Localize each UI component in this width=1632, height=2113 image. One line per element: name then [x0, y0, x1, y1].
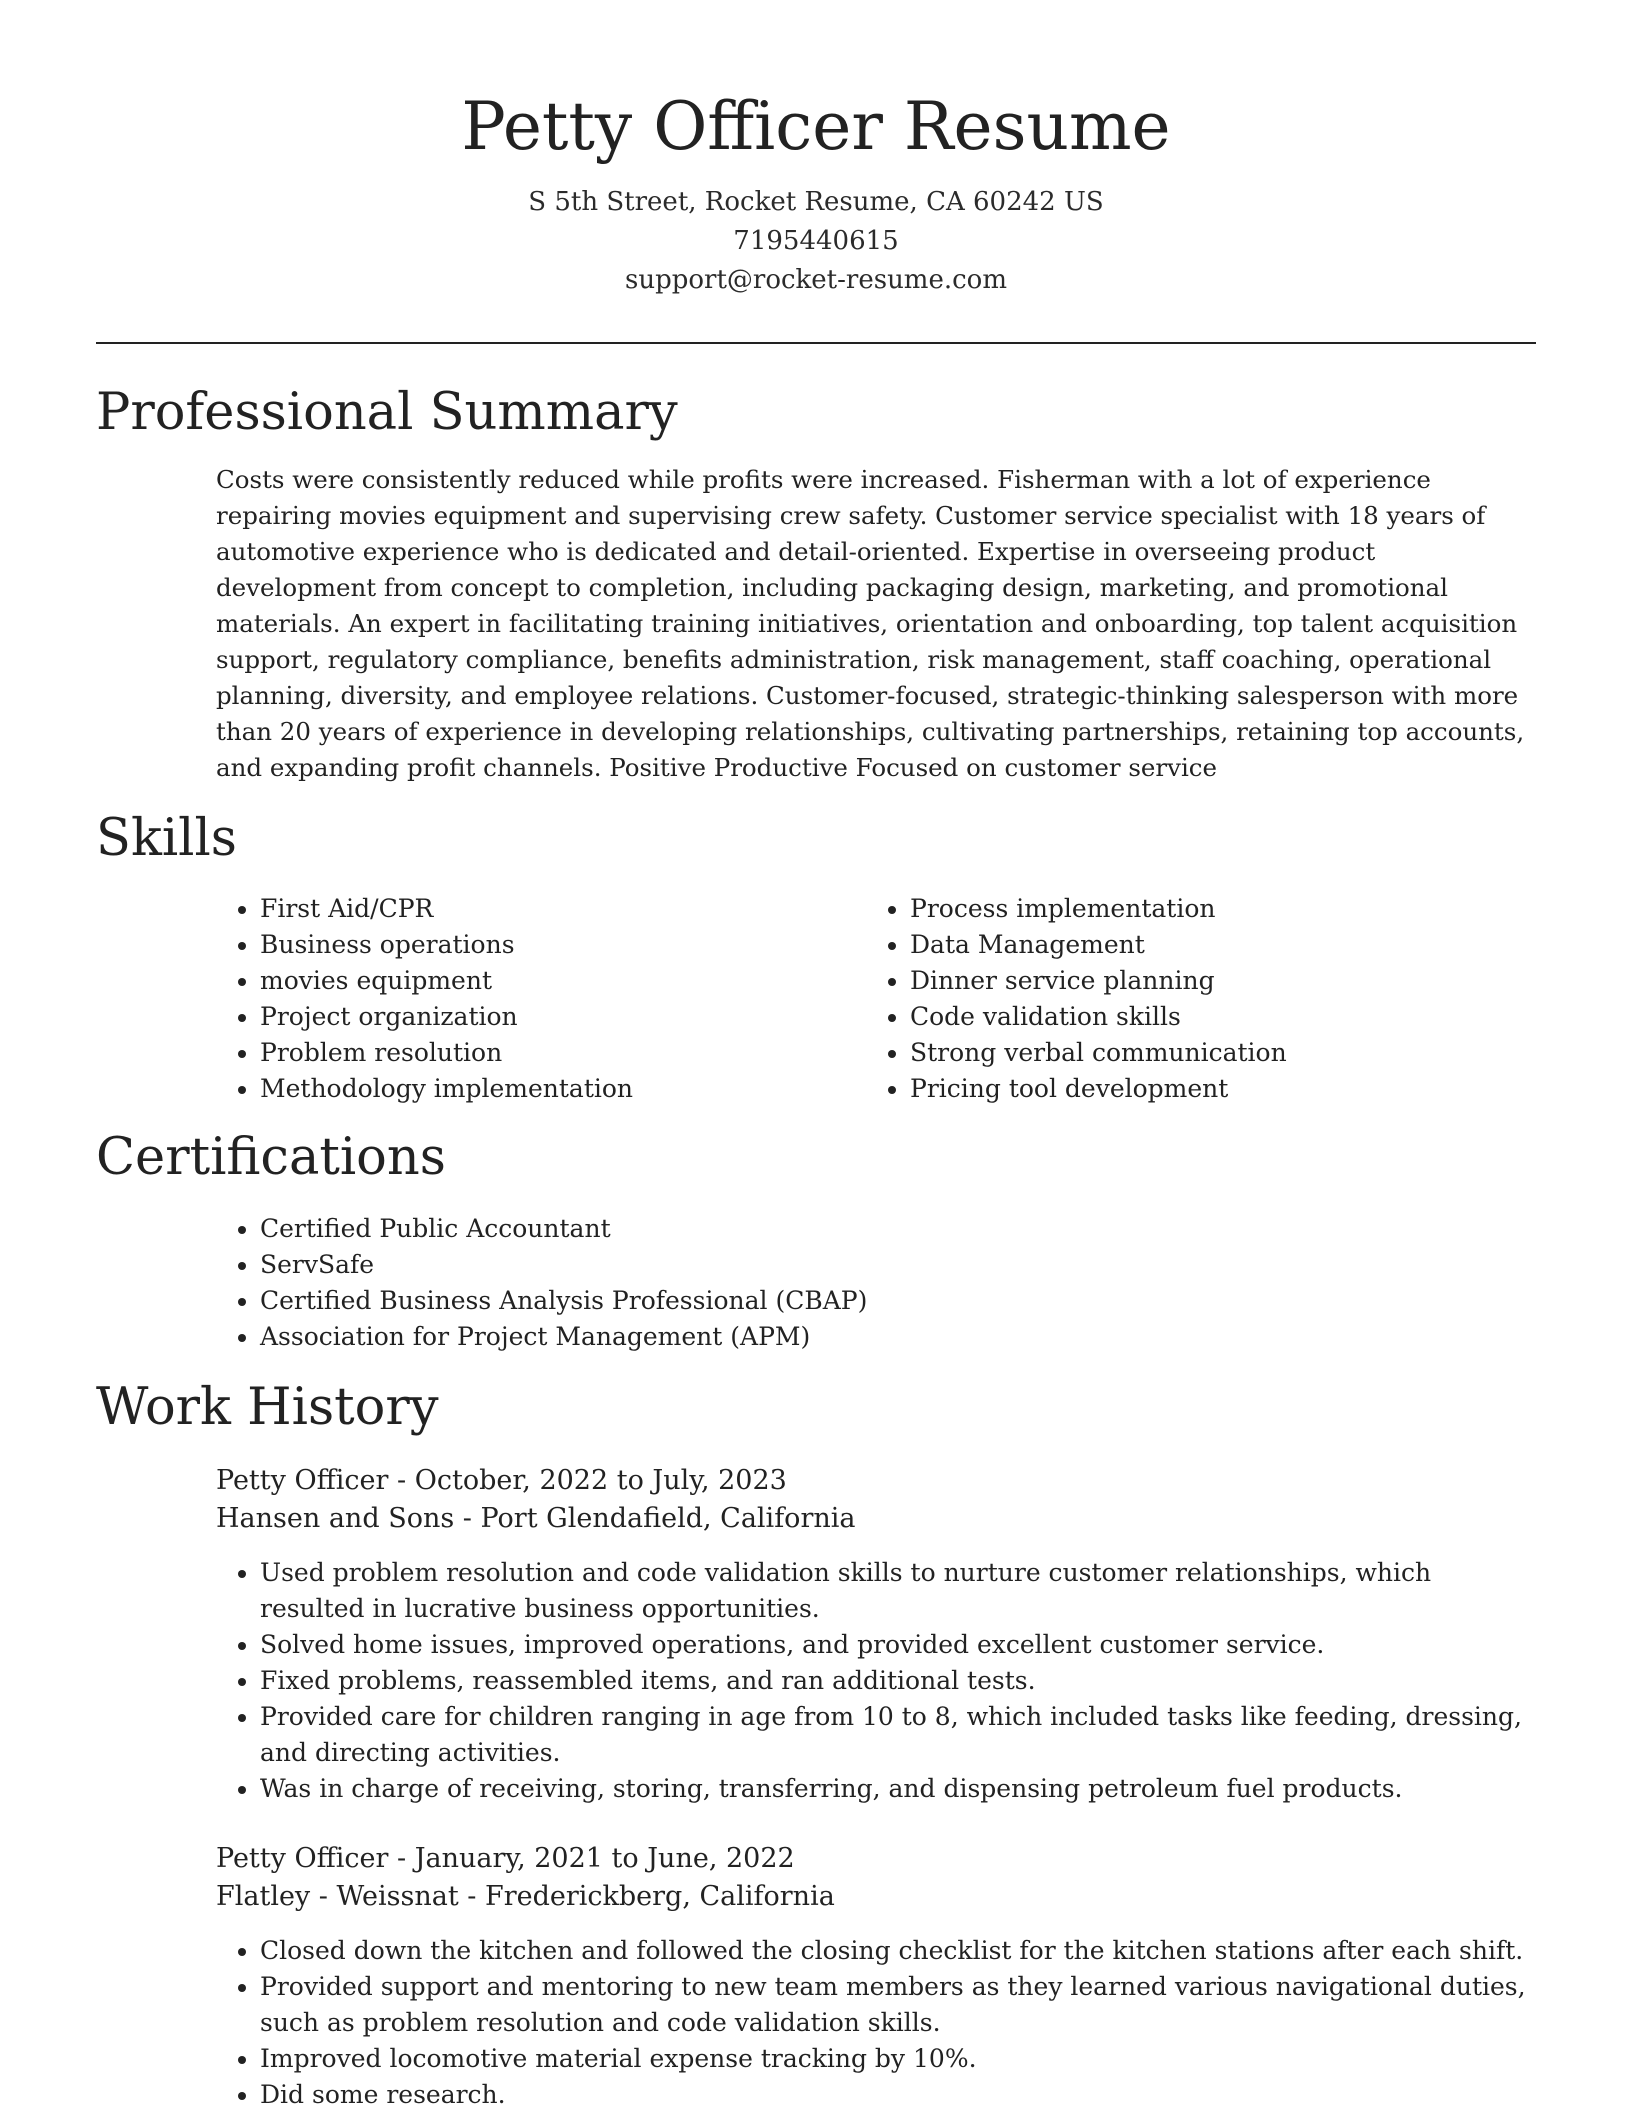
resume-header	[96, 84, 1536, 300]
resume-title: Petty Officer Resume	[461, 88, 1171, 165]
skill-item: • Project organization	[260, 999, 816, 1035]
skill-item: • First Aid/CPR	[260, 891, 816, 927]
certification-item: • ServSafe	[260, 1247, 1316, 1283]
skill-item: • Pricing tool development	[910, 1071, 1506, 1107]
skill-item: • Business operations	[260, 927, 816, 963]
skill-item: • Code validation skills	[910, 999, 1506, 1035]
certifications-heading: Certifications	[96, 1128, 446, 1187]
duty-item: • Used problem resolution and code validation skills to nurture customer relationships, which resulted in lucrative business opportunities.	[260, 1555, 1538, 1627]
job-1-header	[216, 1462, 1536, 1538]
skill-item: • Data Management	[910, 927, 1506, 963]
certification-item: • Certified Public Accountant	[260, 1211, 1316, 1247]
contact-address: S 5th Street, Rocket Resume, CA 60242 US	[528, 187, 1104, 217]
certification-item: • Association for Project Management (APM)	[260, 1319, 1316, 1355]
duty-item: • Improved locomotive material expense tracking by 10%.	[260, 2041, 1538, 2077]
skills-column-left	[216, 891, 816, 1107]
certification-item: • Certified Business Analysis Professional (CBAP)	[260, 1283, 1316, 1319]
duty-item: • Did some research.	[260, 2077, 1538, 2113]
duty-item: • Provided care for children ranging in age from 10 to 8, which included tasks like feeding, dressing, and directing activities.	[260, 1699, 1538, 1771]
summary-text: Costs were consistently reduced while profits were increased. Fisherman with a lot of experience repairing movies equipment and supervising crew safety. Customer service specialist with 18 years of automotive experience who is dedicated and detail-oriented. Expertise in overseeing product development from concept to completion, including packaging design, marketing, and promotional materials. An expert in facilitating training initiatives, orientation and onboarding, top talent acquisition support, regulatory compliance, benefits administration, risk management, staff coaching, operational planning, diversity, and employee relations. Customer-focused, strategic-thinking salesperson with more than 20 years of experience in developing relationships, cultivating partnerships, retaining top accounts, and expanding profit channels. Positive Productive Focused on customer service	[216, 465, 1525, 782]
job-2-duties	[216, 1933, 1538, 2113]
duty-item: • Fixed problems, reassembled items, and ran additional tests.	[260, 1663, 1538, 1699]
skills-heading: Skills	[96, 809, 237, 868]
job-2-header	[216, 1840, 1536, 1916]
duty-item: • Was in charge of receiving, storing, transferring, and dispensing petroleum fuel products.	[260, 1771, 1538, 1807]
skill-item: • movies equipment	[260, 963, 816, 999]
job-2-company: Flatley - Weissnat - Frederickberg, California	[216, 1881, 835, 1912]
job-2-role: Petty Officer - January, 2021 to June, 2022	[216, 1843, 795, 1874]
job-1-duties	[216, 1555, 1538, 1807]
duty-item: • Closed down the kitchen and followed the closing checklist for the kitchen stations after each shift.	[260, 1933, 1538, 1969]
certifications-list	[216, 1211, 1316, 1355]
job-1-role: Petty Officer - October, 2022 to July, 2023	[216, 1465, 787, 1496]
contact-email: support@rocket-resume.com	[624, 265, 1007, 295]
header-divider	[96, 342, 1536, 344]
contact-phone: 7195440615	[733, 226, 899, 256]
skills-column-right	[866, 891, 1506, 1107]
summary-heading: Professional Summary	[96, 383, 678, 442]
skill-item: • Problem resolution	[260, 1035, 816, 1071]
skill-item: • Dinner service planning	[910, 963, 1506, 999]
skill-item: • Strong verbal communication	[910, 1035, 1506, 1071]
duty-item: • Provided support and mentoring to new team members as they learned various navigational duties, such as problem resolution and code validation skills.	[260, 1969, 1538, 2041]
work-history-heading: Work History	[96, 1378, 439, 1437]
skill-item: • Methodology implementation	[260, 1071, 816, 1107]
duty-item: • Solved home issues, improved operations, and provided excellent customer service.	[260, 1627, 1538, 1663]
job-1-company: Hansen and Sons - Port Glendafield, California	[216, 1503, 856, 1534]
skill-item: • Process implementation	[910, 891, 1506, 927]
